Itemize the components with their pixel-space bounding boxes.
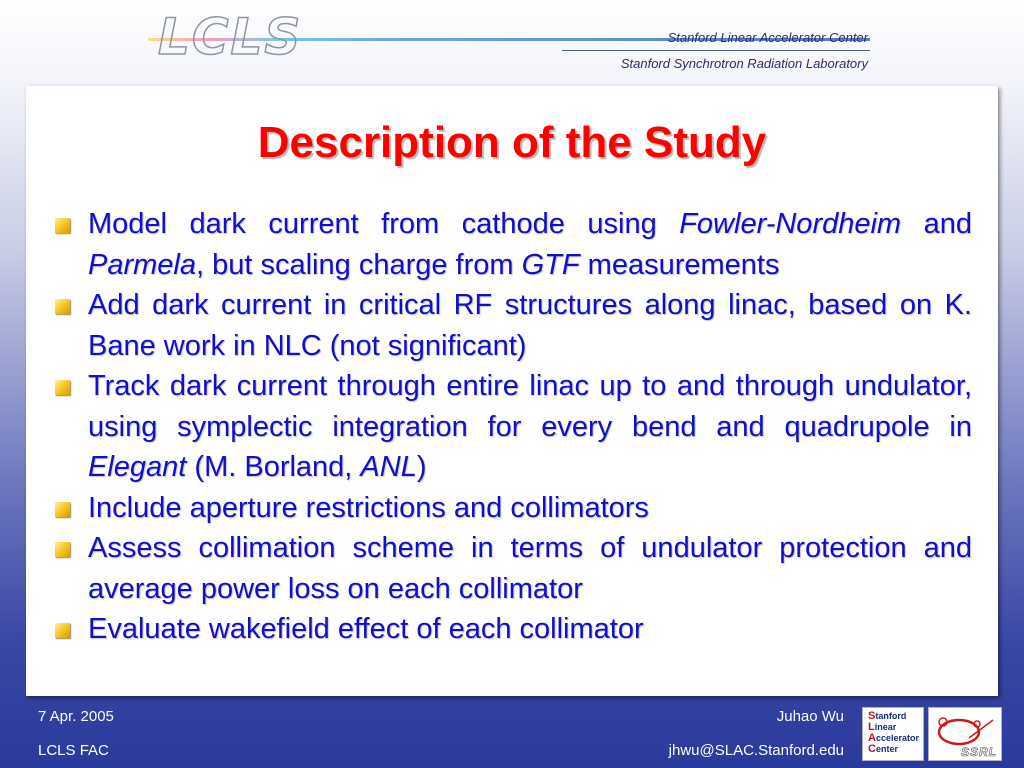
slac-logo: Stanford Linear Accelerator Center — [862, 707, 924, 761]
slide-content-panel — [26, 86, 998, 696]
slide-header — [0, 0, 1024, 82]
footer-author: Juhao Wu — [776, 708, 844, 725]
bullet-square-icon — [55, 502, 70, 517]
org-divider — [562, 50, 870, 51]
footer-email: jhwu@SLAC.Stanford.edu — [668, 742, 844, 759]
bullet-item: Evaluate wakefield effect of each collimator — [54, 609, 972, 650]
footer-date: 7 Apr. 2005 — [38, 708, 114, 725]
bullet-item: Track dark current through entire linac up to and through undulator, using symplectic integration for every bend and quadrupole in Elegant (M. Borland, ANL) — [54, 366, 972, 488]
bullet-item: Assess collimation scheme in terms of undulator protection and average power loss on each collimator — [54, 528, 972, 609]
bullet-square-icon — [55, 380, 70, 395]
bullet-item: Model dark current from cathode using Fowler-Nordheim and Parmela, but scaling charge from GTF measurements — [54, 204, 972, 285]
bullet-square-icon — [55, 623, 70, 638]
footer-group: LCLS FAC — [38, 742, 109, 759]
bullet-list — [54, 204, 972, 650]
bullet-item: Include aperture restrictions and collimators — [54, 488, 972, 529]
bullet-item: Add dark current in critical RF structures along linac, based on K. Bane work in NLC (not significant) — [54, 285, 972, 366]
bullet-square-icon — [55, 542, 70, 557]
slide-title: Description of the Study — [257, 118, 767, 167]
lcls-logo: LCLS — [158, 8, 303, 66]
org-line-ssrl: Stanford Synchrotron Radiation Laboratory — [620, 56, 868, 71]
org-line-slac: Stanford Linear Accelerator Center — [667, 30, 868, 45]
bullet-square-icon — [55, 218, 70, 233]
bullet-square-icon — [55, 299, 70, 314]
ssrl-logo-text: SSRL — [960, 745, 997, 759]
ssrl-logo — [928, 707, 1002, 761]
